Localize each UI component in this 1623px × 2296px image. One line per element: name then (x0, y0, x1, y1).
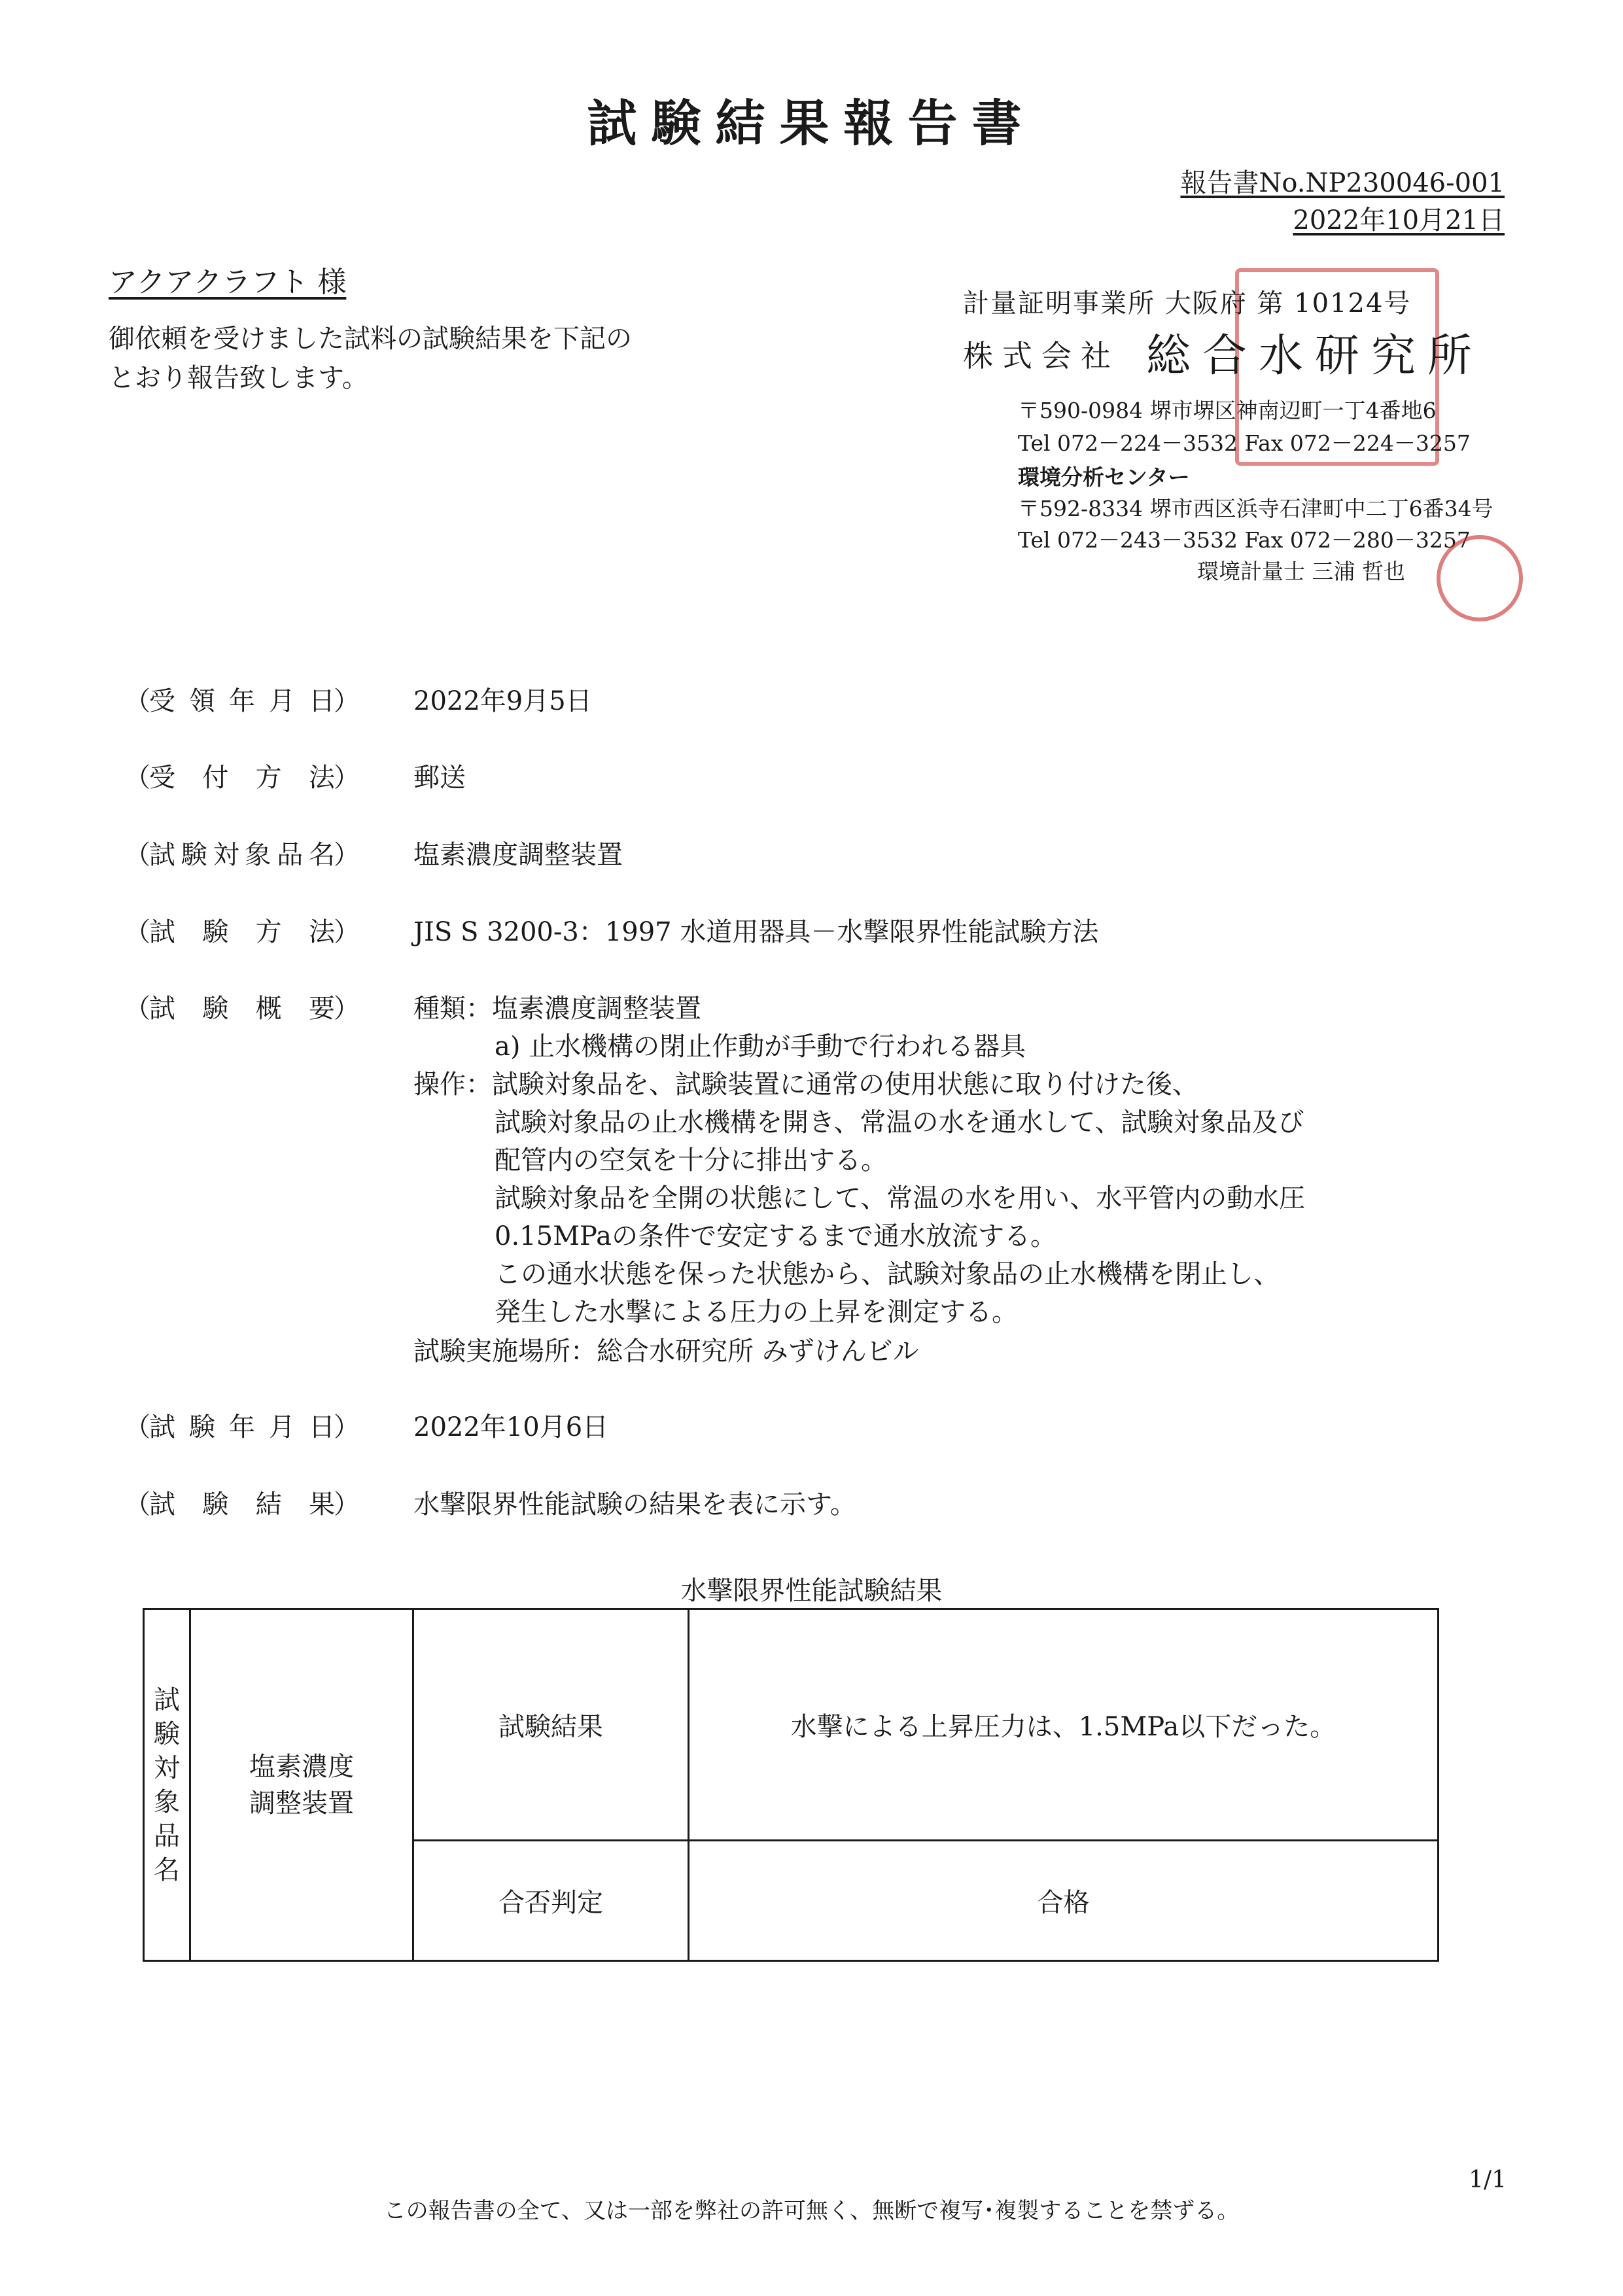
item-name-line: 塩素濃度 (249, 1751, 354, 1782)
corp-prefix: 株式会社 (963, 338, 1120, 374)
address-center: 〒592-8334 堺市西区浜寺石津町中二丁6番34号 (1018, 496, 1493, 521)
summary-type: 種類：塩素濃度調整装置 (413, 994, 701, 1024)
item-name-cell (190, 1609, 413, 1961)
field-value-receipt-method: 郵送 (413, 763, 466, 793)
page-title: 試験結果報告書 (587, 94, 1036, 152)
table-row (144, 1609, 1439, 1841)
center-name: 環境分析センター (1018, 464, 1190, 490)
report-date: 2022年10月21日 (1293, 205, 1505, 235)
vertical-header-cell (144, 1609, 190, 1961)
field-value-test-result: 水撃限界性能試験の結果を表に示す。 (413, 1489, 856, 1520)
intro-text: 御依頼を受けました試料の試験結果を下記のとおり報告致します。 (109, 324, 632, 393)
row1-label: 試験結果 (413, 1609, 689, 1841)
report-number: 報告書No.NP230046-001 (1180, 168, 1505, 198)
row2-label: 合否判定 (413, 1841, 689, 1961)
results-table (143, 1608, 1439, 1962)
summary-operation-line: 発生した水撃による圧力の上昇を測定する。 (495, 1297, 1018, 1327)
field-value-received-date: 2022年9月5日 (413, 686, 592, 716)
recipient: アクアクラフト 様 (109, 266, 347, 299)
summary-test-place: 試験実施場所：総合水研究所 みずけんビル (413, 1336, 919, 1366)
corp-name: 総合水研究所 (1146, 330, 1484, 382)
tel-main: Tel 072－224－3532 Fax 072－224－3257 (1018, 430, 1471, 456)
summary-operation-line: 配管内の空気を十分に排出する。 (495, 1145, 887, 1175)
footer-notice: この報告書の全て、又は一部を弊社の許可無く、無断で複写･複製することを禁ずる。 (383, 2198, 1240, 2224)
page-number: 1/1 (1469, 2166, 1507, 2193)
signer: 環境計量士 三浦 哲也 (1197, 559, 1405, 584)
summary-operation-line: 0.15MPaの条件で安定するまで通水放流する。 (495, 1221, 1056, 1251)
certification-line: 計量証明事業所 大阪府 第 10124号 (963, 288, 1412, 319)
vertical-header: 試験対象品名 (154, 1684, 180, 1885)
row1-value: 水撃による上昇圧力は、1.5MPa以下だった。 (689, 1609, 1439, 1841)
field-value-test-item: 塩素濃度調整装置 (413, 840, 623, 870)
summary-operation: 操作：試験対象品を、試験装置に通常の使用状態に取り付けた後、 (413, 1070, 1198, 1100)
item-name-line: 調整装置 (249, 1788, 354, 1818)
address-main: 〒590-0984 堺市堺区神南辺町一丁4番地6 (1018, 398, 1437, 423)
summary-type-sub: a) 止水機構の閉止作動が手動で行われる器具 (495, 1032, 1026, 1062)
summary-operation-line: 試験対象品を全開の状態にして、常温の水を用い、水平管内の動水圧 (495, 1183, 1306, 1213)
field-value-test-date: 2022年10月6日 (413, 1412, 609, 1442)
summary-operation-line: 試験対象品の止水機構を開き、常温の水を通水して、試験対象品及び (495, 1107, 1304, 1138)
summary-operation-line: この通水状態を保った状態から、試験対象品の止水機構を閉止し、 (495, 1259, 1280, 1289)
personal-seal-stamp (1437, 535, 1523, 621)
field-value-test-method: JIS S 3200-3：1997 水道用器具－水撃限界性能試験方法 (413, 917, 1099, 947)
tel-center: Tel 072－243－3532 Fax 072－280－3257 (1018, 527, 1471, 553)
table-caption: 水撃限界性能試験結果 (680, 1576, 943, 1606)
row2-value: 合格 (689, 1841, 1439, 1961)
